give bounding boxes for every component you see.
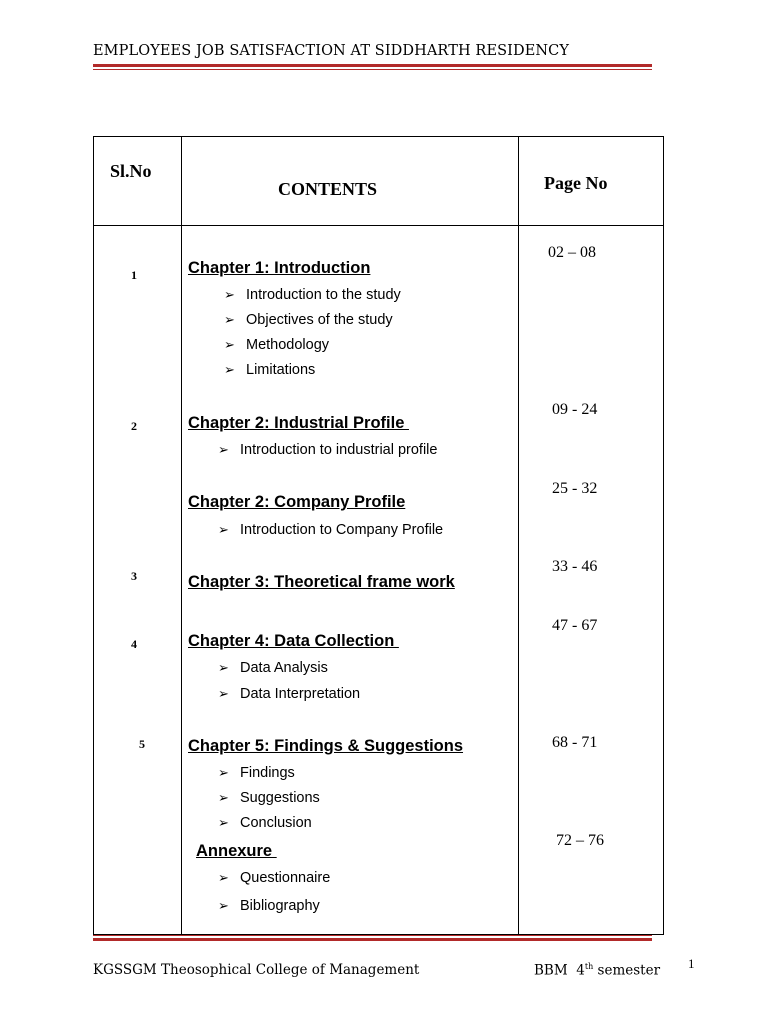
page-number: 1	[688, 956, 695, 971]
list-item: ➢ Data Interpretation	[218, 686, 361, 702]
arrow-bullet-icon: ➢	[224, 362, 235, 377]
page-range: 02 – 08	[548, 244, 596, 261]
header-divider	[94, 225, 663, 226]
chapter-title: Chapter 5: Findings & Suggestions	[188, 737, 464, 755]
chapter-title: Chapter 3: Theoretical frame work	[188, 573, 455, 591]
chapter-title: Chapter 2: Industrial Profile	[188, 414, 409, 432]
arrow-bullet-icon: ➢	[218, 815, 229, 830]
column-header-slno: Sl.No	[110, 161, 152, 181]
column-divider	[518, 137, 519, 934]
list-item: ➢ Methodology	[224, 337, 330, 353]
list-item: ➢ Introduction to the study	[224, 287, 401, 303]
list-item: ➢ Suggestions	[218, 790, 320, 806]
list-item: ➢ Bibliography	[218, 898, 320, 914]
row-number: 2	[131, 419, 137, 433]
list-item: ➢ Findings	[218, 765, 295, 781]
list-item: ➢ Conclusion	[218, 815, 312, 831]
arrow-bullet-icon: ➢	[224, 287, 235, 302]
arrow-bullet-icon: ➢	[218, 522, 229, 537]
column-header-pageno: Page No	[544, 173, 608, 193]
page-range: 72 – 76	[556, 832, 604, 849]
arrow-bullet-icon: ➢	[218, 442, 229, 457]
list-item: ➢ Introduction to Company Profile	[218, 522, 444, 538]
chapter-title: Chapter 4: Data Collection	[188, 632, 399, 650]
footer-rule	[93, 935, 652, 941]
column-divider	[181, 137, 182, 934]
chapter-title: Chapter 2: Company Profile	[188, 493, 406, 511]
list-item: ➢ Limitations	[224, 362, 316, 378]
page-range: 47 - 67	[552, 617, 598, 634]
column-header-contents: CONTENTS	[278, 179, 378, 199]
arrow-bullet-icon: ➢	[218, 686, 229, 701]
list-item: ➢ Introduction to industrial profile	[218, 442, 438, 458]
document-header: EMPLOYEES JOB SATISFACTION AT SIDDHARTH RESIDENCY	[93, 43, 570, 59]
footer-college: KGSSGM Theosophical College of Management	[93, 962, 420, 978]
arrow-bullet-icon: ➢	[218, 660, 229, 675]
header-rule	[93, 64, 652, 70]
row-number: 1	[131, 268, 137, 282]
arrow-bullet-icon: ➢	[224, 337, 235, 352]
row-number: 5	[139, 737, 145, 751]
list-item: ➢ Objectives of the study	[224, 312, 393, 328]
row-number: 3	[131, 569, 137, 583]
arrow-bullet-icon: ➢	[218, 870, 229, 885]
chapter-title: Chapter 1: Introduction	[188, 259, 371, 277]
arrow-bullet-icon: ➢	[218, 765, 229, 780]
page-range: 68 - 71	[552, 734, 598, 751]
annexure-title: Annexure	[196, 842, 277, 860]
page-range: 33 - 46	[552, 558, 598, 575]
list-item: ➢ Questionnaire	[218, 870, 331, 886]
arrow-bullet-icon: ➢	[224, 312, 235, 327]
row-number: 4	[131, 637, 137, 651]
page-range: 09 - 24	[552, 401, 598, 418]
list-item: ➢ Data Analysis	[218, 660, 328, 676]
arrow-bullet-icon: ➢	[218, 790, 229, 805]
footer-course: BBM 4th semester	[534, 962, 661, 979]
arrow-bullet-icon: ➢	[218, 898, 229, 913]
contents-table	[93, 136, 664, 935]
page-range: 25 - 32	[552, 480, 598, 497]
